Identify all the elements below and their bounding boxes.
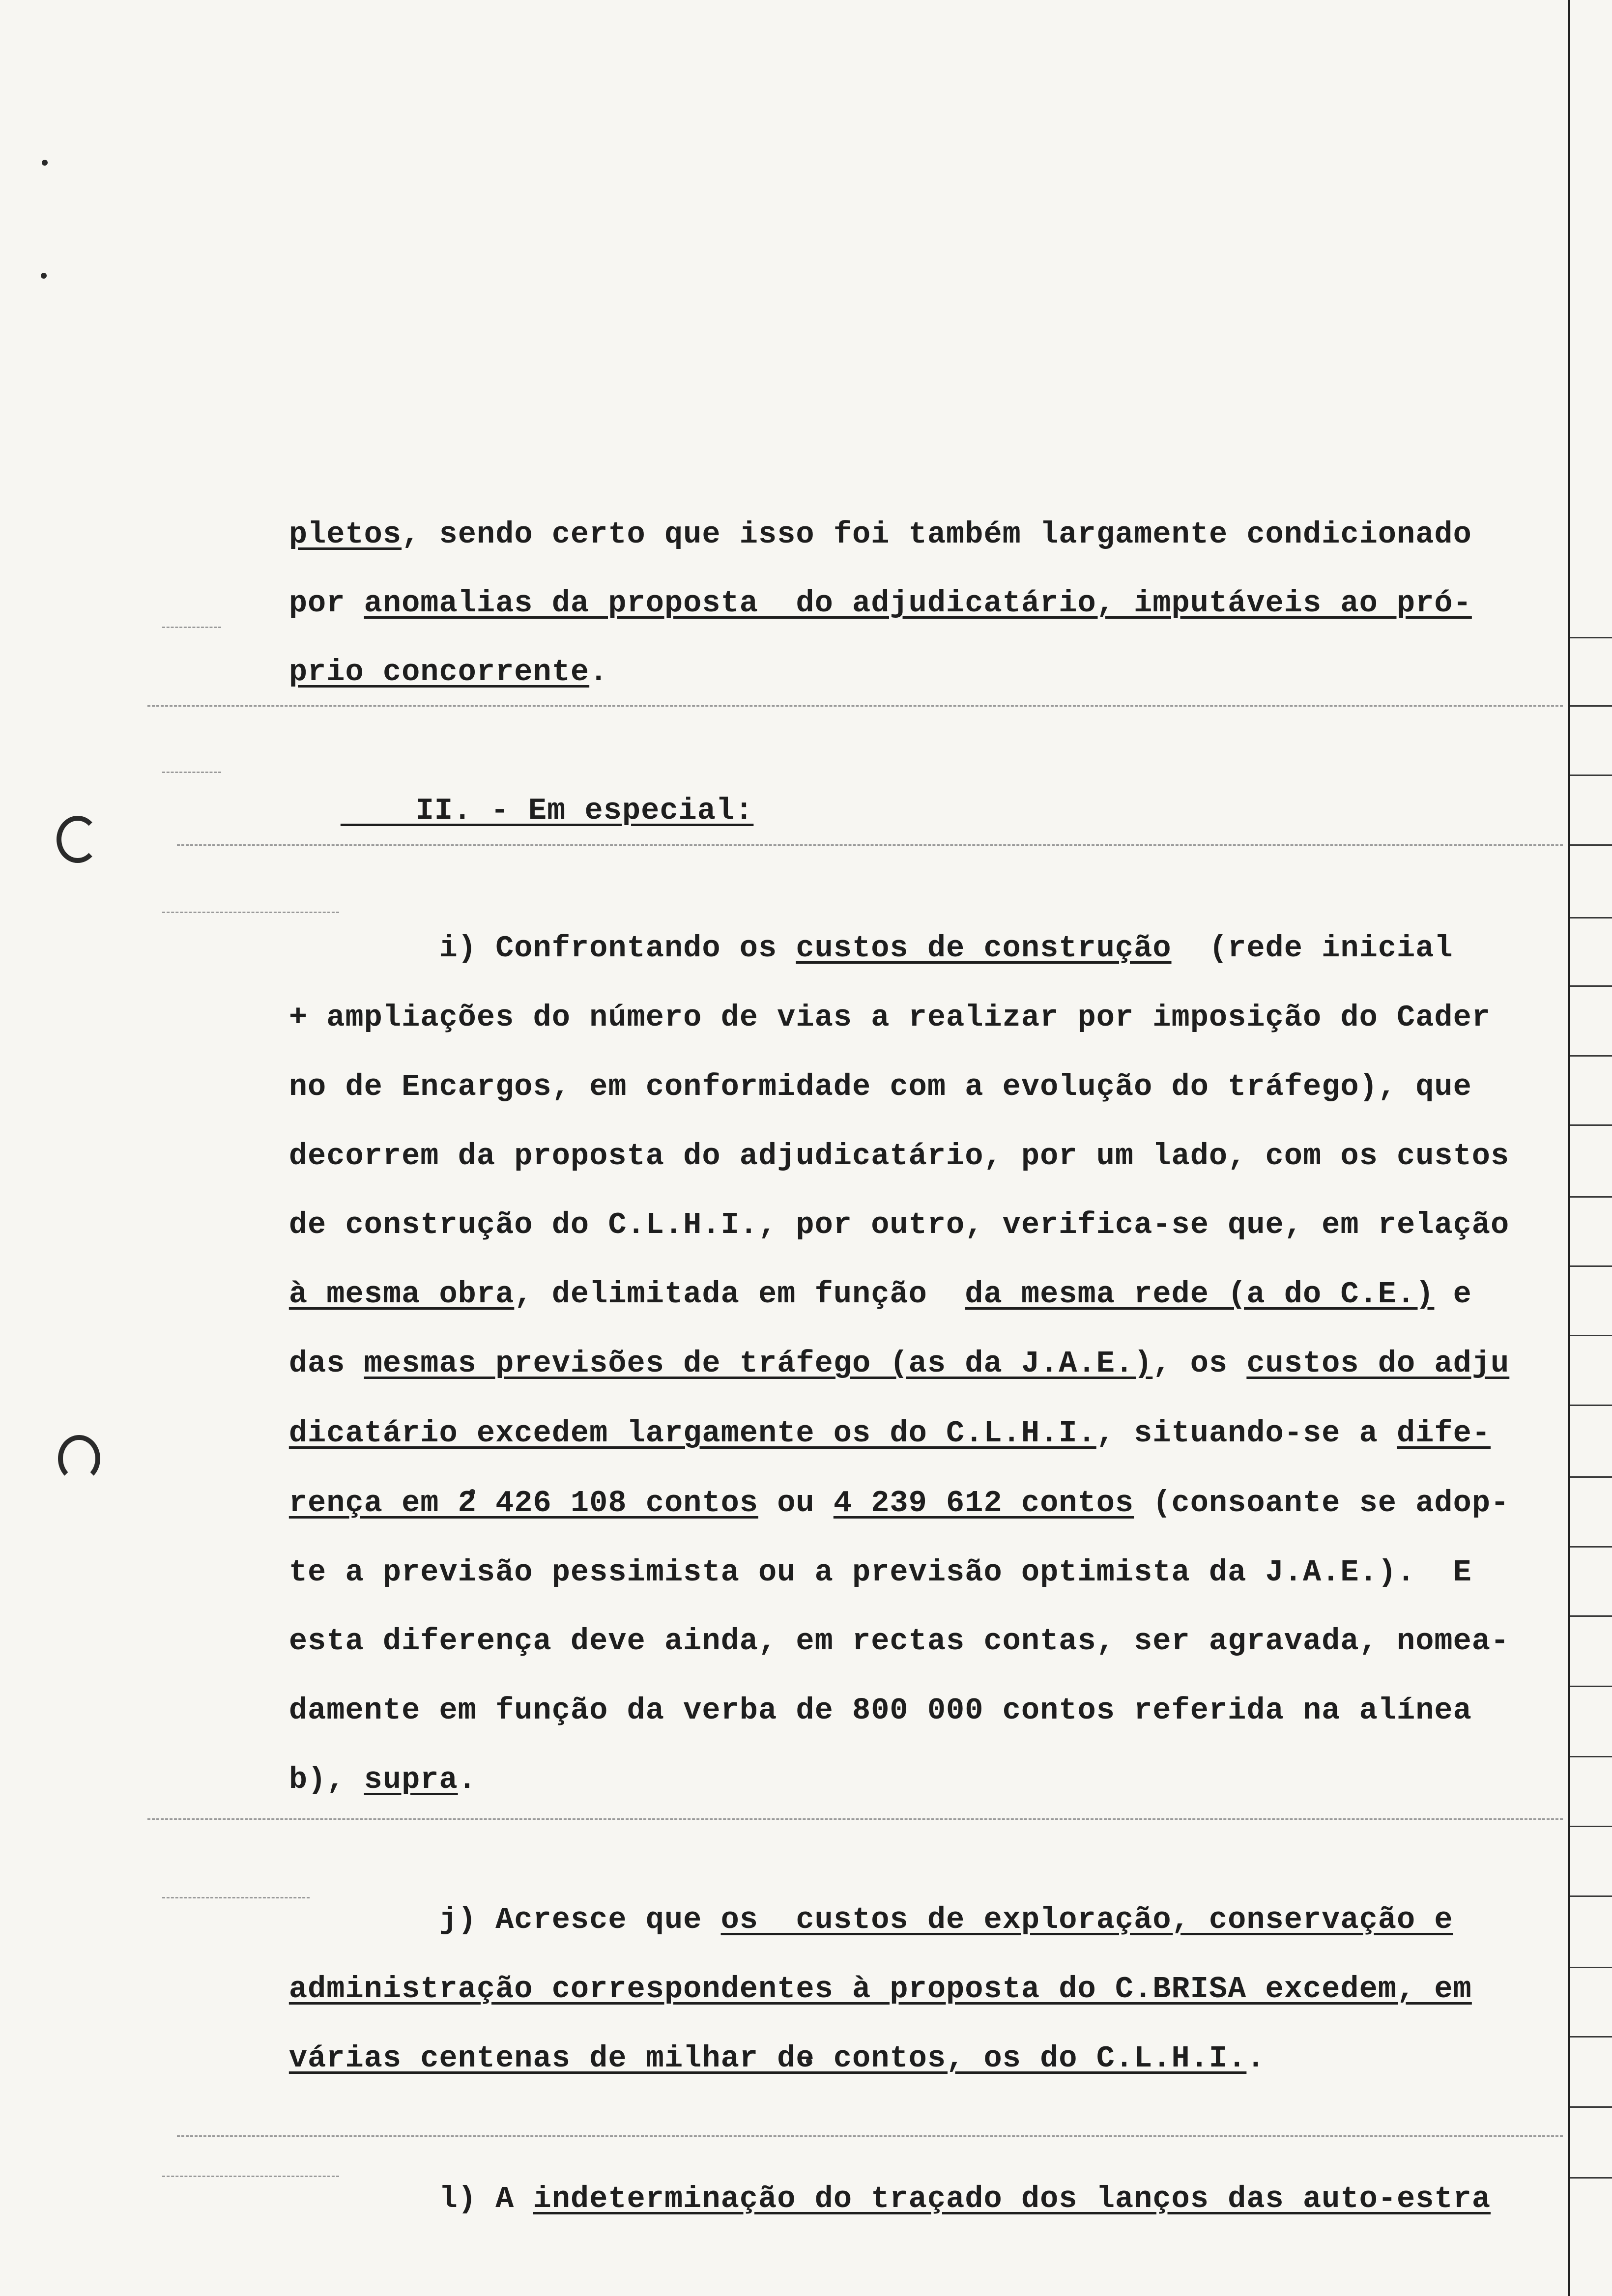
- text-run: j) Acresce que: [288, 1902, 721, 1937]
- text-run: os custos de exploração, conservação e: [720, 1902, 1453, 1937]
- text-line: [214, 606, 608, 739]
- text-run: te a previsão pessimista ou a previsão optimista da J.A.E.). E: [288, 1555, 1472, 1590]
- text-run: por: [288, 586, 364, 621]
- text-run: , situando-se a: [1096, 1416, 1397, 1451]
- text-run: e: [1434, 1277, 1472, 1312]
- text-run: à mesma obra: [288, 1277, 515, 1312]
- margin-tick: [1570, 1615, 1612, 1617]
- margin-tick: [1570, 1335, 1612, 1336]
- text-line: [214, 2133, 1491, 2266]
- margin-tick: [1570, 637, 1612, 638]
- text-line: [214, 1714, 477, 1846]
- margin-tick: [1570, 1686, 1612, 1687]
- margin-tick: [1570, 1476, 1612, 1478]
- punch-hole-bottom: [58, 1435, 100, 1482]
- text-line: [214, 1992, 1266, 2125]
- text-run: indeterminação do traçado dos lanços das auto-estra: [533, 2181, 1491, 2216]
- text-run: várias centenas de milhar de contos, os do C.L.H.I.: [288, 2041, 1247, 2076]
- section-heading: [265, 745, 753, 877]
- speck: [41, 273, 47, 279]
- text-run: 4 239 612 contos: [833, 1486, 1134, 1521]
- margin-tick: [1570, 2036, 1612, 2038]
- margin-tick: [1570, 1967, 1612, 1968]
- text-run: custos de construção: [796, 931, 1172, 966]
- margin-tick: [1570, 985, 1612, 987]
- margin-tick: [1570, 1895, 1612, 1897]
- text-run: dicatário excedem largamente os do C.L.H.I.: [288, 1416, 1096, 1451]
- text-run: (consoante se adop-: [1134, 1486, 1510, 1521]
- text-run: administração correspondentes à proposta do C.BRISA excedem, em: [288, 1972, 1472, 2007]
- text-run: damente em função da verba de 800 000 contos referida na alínea: [288, 1693, 1472, 1728]
- text-run: no de Encargos, em conformidade com a evolução do tráfego), que: [288, 1069, 1472, 1104]
- guide-line: [162, 772, 221, 773]
- margin-tick: [1570, 1196, 1612, 1198]
- text-run: II. - Em especial:: [340, 793, 754, 828]
- margin-tick: [1570, 2106, 1612, 2108]
- margin-tick: [1570, 1405, 1612, 1406]
- margin-tick: [1570, 2177, 1612, 2179]
- punch-hole-top: [57, 816, 99, 863]
- text-run: l) A: [288, 2181, 533, 2216]
- text-run: da mesma rede (a do C.E.): [965, 1277, 1435, 1312]
- margin-tick: [1570, 1265, 1612, 1267]
- margin-tick: [1570, 775, 1612, 776]
- text-run: mesmas previsões de tráfego (as da J.A.E.): [364, 1346, 1153, 1381]
- guide-line: [162, 627, 221, 628]
- margin-tick: [1570, 1826, 1612, 1827]
- text-run: + ampliações do número de vias a realizar por imposição do Cader: [288, 1000, 1491, 1035]
- margin-tick: [1570, 1055, 1612, 1057]
- text-run: , sendo certo que isso foi também largamente condicionado: [402, 517, 1472, 552]
- text-run: esta diferença deve ainda, em rectas contas, ser agravada, nomea-: [288, 1624, 1510, 1659]
- text-run: de construção do C.L.H.I., por outro, verifica-se que, em relação: [288, 1207, 1510, 1242]
- speck: [42, 160, 48, 166]
- text-run: das: [288, 1346, 364, 1381]
- text-run: supra: [364, 1762, 458, 1797]
- text-run: i) Confrontando os: [288, 931, 796, 966]
- text-run: pletos: [288, 517, 402, 552]
- text-run: b),: [288, 1762, 364, 1797]
- margin-tick: [1570, 1124, 1612, 1126]
- text-run: , delimitada em função: [514, 1277, 965, 1312]
- text-run: (rede inicial: [1171, 931, 1453, 966]
- text-run: decorrem da proposta do adjudicatário, por um lado, com os custos: [288, 1139, 1510, 1174]
- margin-tick: [1570, 705, 1612, 707]
- text-run: .: [458, 1762, 477, 1797]
- text-run: anomalias da proposta do adjudicatário, imputáveis ao pró-: [364, 586, 1472, 621]
- text-run: prio concorrente: [288, 655, 590, 689]
- text-run: rença em 2 426 108 contos: [288, 1486, 758, 1521]
- margin-tick: [1570, 917, 1612, 918]
- margin-tick: [1570, 844, 1612, 846]
- text-run: dife-: [1397, 1416, 1491, 1451]
- text-run: .: [589, 655, 608, 689]
- margin-rule: [1568, 0, 1570, 2296]
- text-run: , os: [1152, 1346, 1247, 1381]
- text-run: ou: [758, 1486, 834, 1521]
- text-run: .: [1246, 2041, 1266, 2076]
- text-run: custos do adju: [1246, 1346, 1510, 1381]
- margin-tick: [1570, 1756, 1612, 1757]
- margin-tick: [1570, 1546, 1612, 1548]
